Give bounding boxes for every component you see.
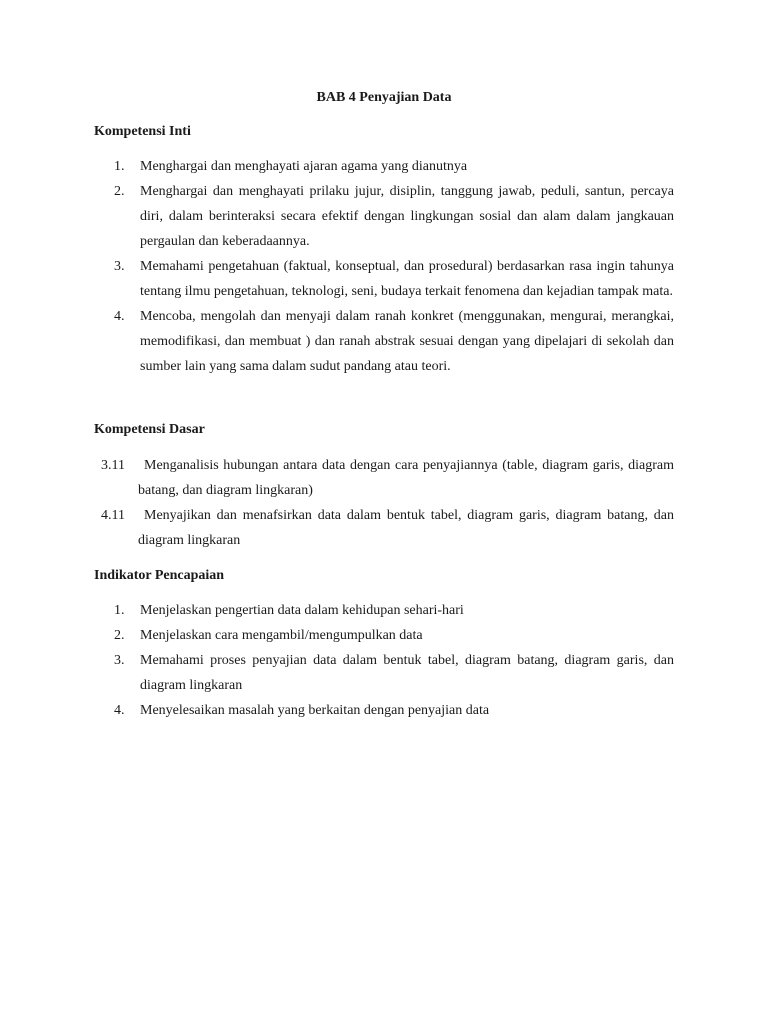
list-item (94, 179, 674, 254)
list-item-number: 4. (114, 703, 125, 718)
list-item-number: 3.11 (101, 458, 125, 473)
list-item-text: Menyajikan dan menafsirkan data dalam bentuk tabel, diagram garis, diagram batang, dan diagram lingkaran (138, 508, 674, 548)
list-item (94, 254, 674, 304)
page-title: BAB 4 Penyajian Data (316, 90, 452, 105)
list-item-text: Menganalisis hubungan antara data dengan cara penyajiannya (table, diagram garis, diagram batang, dan diagram lingkaran) (138, 458, 674, 498)
list-item (94, 154, 674, 179)
list-item (94, 648, 674, 698)
section-heading-kompetensi-inti: Kompetensi Inti (94, 124, 191, 139)
list-item-number: 2. (114, 628, 125, 643)
list-item (94, 453, 674, 503)
section-heading-indikator-pencapaian: Indikator Pencapaian (94, 568, 225, 583)
list-item-text: Menjelaskan cara mengambil/mengumpulkan data (140, 628, 423, 643)
list-item (94, 623, 674, 648)
list-item (94, 598, 674, 623)
list-item-text: Mencoba, mengolah dan menyaji dalam ranah konkret (menggunakan, mengurai, merangkai, memodifikasi, dan membuat ) dan ranah abstrak sesuai dengan yang dipelajari di sekolah dan sumber lain yang sama dalam sudut pandang atau teori. (140, 309, 674, 374)
list-item-number: 3. (114, 653, 125, 668)
list-item-number: 4. (114, 309, 125, 324)
list-item (94, 304, 674, 379)
list-item-text: Menjelaskan pengertian data dalam kehidupan sehari-hari (140, 603, 464, 618)
list-item-text: Memahami pengetahuan (faktual, konseptual, dan prosedural) berdasarkan rasa ingin tahunya tentang ilmu pengetahuan, teknologi, seni, budaya terkait fenomena dan kejadian tampak mata. (140, 259, 674, 299)
list-item (94, 503, 674, 553)
list-item-text: Menghargai dan menghayati ajaran agama yang dianutnya (140, 159, 468, 174)
kompetensi-dasar-list (94, 453, 674, 553)
section-heading-kompetensi-dasar: Kompetensi Dasar (94, 422, 205, 437)
list-item-number: 1. (114, 603, 125, 618)
list-item (94, 698, 674, 723)
indikator-pencapaian-list (94, 598, 674, 723)
list-item-text: Memahami proses penyajian data dalam bentuk tabel, diagram batang, diagram garis, dan diagram lingkaran (140, 653, 674, 693)
kompetensi-inti-list (94, 154, 674, 379)
list-item-text: Menyelesaikan masalah yang berkaitan dengan penyajian data (140, 703, 490, 718)
list-item-number: 3. (114, 259, 125, 274)
list-item-number: 2. (114, 184, 125, 199)
list-item-number: 4.11 (101, 508, 125, 523)
list-item-number: 1. (114, 159, 125, 174)
list-item-text: Menghargai dan menghayati prilaku jujur, disiplin, tanggung jawab, peduli, santun, percaya diri, dalam berinteraksi secara efektif dengan lingkungan sosial dan alam dalam jangkauan pergaulan dan keberadaannya. (140, 184, 674, 249)
